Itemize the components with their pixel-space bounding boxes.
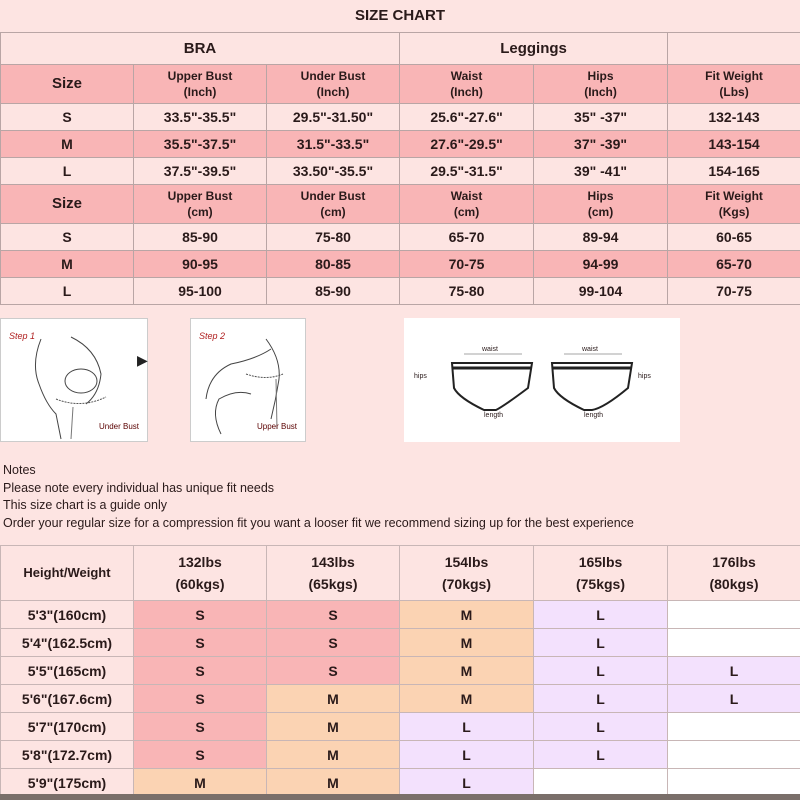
briefs-diagram-icon xyxy=(404,318,680,442)
notes-section xyxy=(3,462,797,532)
table-row xyxy=(1,713,800,741)
size-cell: S xyxy=(134,601,267,629)
size-cell: L xyxy=(534,685,668,713)
step1-illustration xyxy=(0,318,148,442)
step1-label: Step 1 xyxy=(9,331,36,341)
height-label: 5'6"(167.6cm) xyxy=(1,685,134,713)
hw-label: Height/Weight xyxy=(1,546,134,601)
size-cell: S xyxy=(134,685,267,713)
page-title: SIZE CHART xyxy=(0,0,800,33)
size-cell: L xyxy=(668,685,800,713)
length-label: length xyxy=(584,412,604,419)
col-header: Hips (Inch) xyxy=(534,65,668,104)
bottom-strip xyxy=(0,794,800,800)
step2-illustration xyxy=(190,318,306,442)
size-header: Size xyxy=(1,185,134,224)
size-cell: L xyxy=(400,741,534,769)
table-row xyxy=(1,741,800,769)
note-line: This size chart is a guide only xyxy=(3,498,167,512)
height-label: 5'3"(160cm) xyxy=(1,601,134,629)
table-row: M 35.5"-37.5" 31.5"-33.5" 27.6"-29.5" 37" -39" 143-154 xyxy=(1,131,800,158)
size-cell: M xyxy=(400,657,534,685)
size-cell: L xyxy=(534,713,668,741)
size-cell: L xyxy=(534,741,668,769)
group-leggings: Leggings xyxy=(400,33,668,65)
notes-heading: Notes xyxy=(3,463,36,477)
size-cell xyxy=(668,601,800,629)
height-label: 5'9"(175cm) xyxy=(1,769,134,797)
note-line: Order your regular size for a compression fit you want a looser fit we recommend sizing up for the best experience xyxy=(3,515,634,530)
table-row xyxy=(1,769,800,797)
col-header: Fit Weight (Kgs) xyxy=(668,185,800,224)
col-header: Hips (cm) xyxy=(534,185,668,224)
size-cell: S xyxy=(267,601,400,629)
size-cell: M xyxy=(400,629,534,657)
size-cell xyxy=(534,769,668,797)
size-chart-table xyxy=(0,32,800,305)
weight-header: 165lbs (75kgs) xyxy=(534,546,668,601)
col-header: Fit Weight (Lbs) xyxy=(668,65,800,104)
col-header: Upper Bust (Inch) xyxy=(134,65,267,104)
size-cell: S xyxy=(134,713,267,741)
size-cell: S xyxy=(134,629,267,657)
size-cell: S xyxy=(267,657,400,685)
size-cell xyxy=(668,629,800,657)
table-row xyxy=(1,657,800,685)
weight-header: 176lbs (80kgs) xyxy=(668,546,800,601)
weight-header: 143lbs (65kgs) xyxy=(267,546,400,601)
table-row xyxy=(1,601,800,629)
size-cell: S xyxy=(267,629,400,657)
step2-label: Step 2 xyxy=(199,331,226,341)
table-row: L 95-100 85-90 75-80 99-104 70-75 xyxy=(1,278,800,305)
size-cell: M xyxy=(267,713,400,741)
size-header: Size xyxy=(1,65,134,104)
hips-label: hips xyxy=(414,373,427,380)
height-label: 5'8"(172.7cm) xyxy=(1,741,134,769)
table-row: S 85-90 75-80 65-70 89-94 60-65 xyxy=(1,224,800,251)
waist-label: waist xyxy=(582,346,598,353)
table-row xyxy=(1,629,800,657)
size-cell: L xyxy=(400,769,534,797)
size-cell: S xyxy=(134,741,267,769)
group-bra: BRA xyxy=(1,33,400,65)
size-cell: M xyxy=(267,741,400,769)
step2-caption: Upper Bust xyxy=(256,422,297,431)
size-cell: M xyxy=(134,769,267,797)
size-cell: S xyxy=(134,657,267,685)
size-cell: L xyxy=(534,629,668,657)
table-row xyxy=(1,685,800,713)
col-header: Upper Bust (cm) xyxy=(134,185,267,224)
group-empty xyxy=(668,33,800,65)
table-row: S 33.5"-35.5" 29.5"-31.50" 25.6"-27.6" 35" -37" 132-143 xyxy=(1,104,800,131)
col-header: Waist (cm) xyxy=(400,185,534,224)
size-cell: L xyxy=(534,601,668,629)
height-label: 5'4"(162.5cm) xyxy=(1,629,134,657)
note-line: Please note every individual has unique fit needs xyxy=(3,480,275,495)
size-cell: M xyxy=(400,685,534,713)
height-label: 5'7"(170cm) xyxy=(1,713,134,741)
col-header: Waist (Inch) xyxy=(400,65,534,104)
leggings-illustration xyxy=(404,318,680,442)
table-row: L 37.5"-39.5" 33.50"-35.5" 29.5"-31.5" 39" -41" 154-165 xyxy=(1,158,800,185)
size-cell: M xyxy=(400,601,534,629)
step1-caption: Under Bust xyxy=(98,422,139,431)
size-cell: M xyxy=(267,685,400,713)
weight-header: 132lbs (60kgs) xyxy=(134,546,267,601)
size-cell: L xyxy=(400,713,534,741)
weight-header: 154lbs (70kgs) xyxy=(400,546,534,601)
size-cell: M xyxy=(267,769,400,797)
hips-label: hips xyxy=(638,373,651,380)
table-row: M 90-95 80-85 70-75 94-99 65-70 xyxy=(1,251,800,278)
length-label: length xyxy=(484,412,504,419)
size-cell: L xyxy=(534,657,668,685)
size-cell: L xyxy=(668,657,800,685)
arrow-right-icon: ▶ xyxy=(137,352,148,368)
size-cell xyxy=(668,741,800,769)
size-cell xyxy=(668,769,800,797)
height-label: 5'5"(165cm) xyxy=(1,657,134,685)
height-weight-table xyxy=(0,545,800,797)
size-cell xyxy=(668,713,800,741)
col-header: Under Bust (Inch) xyxy=(267,65,400,104)
col-header: Under Bust (cm) xyxy=(267,185,400,224)
waist-label: waist xyxy=(482,346,498,353)
